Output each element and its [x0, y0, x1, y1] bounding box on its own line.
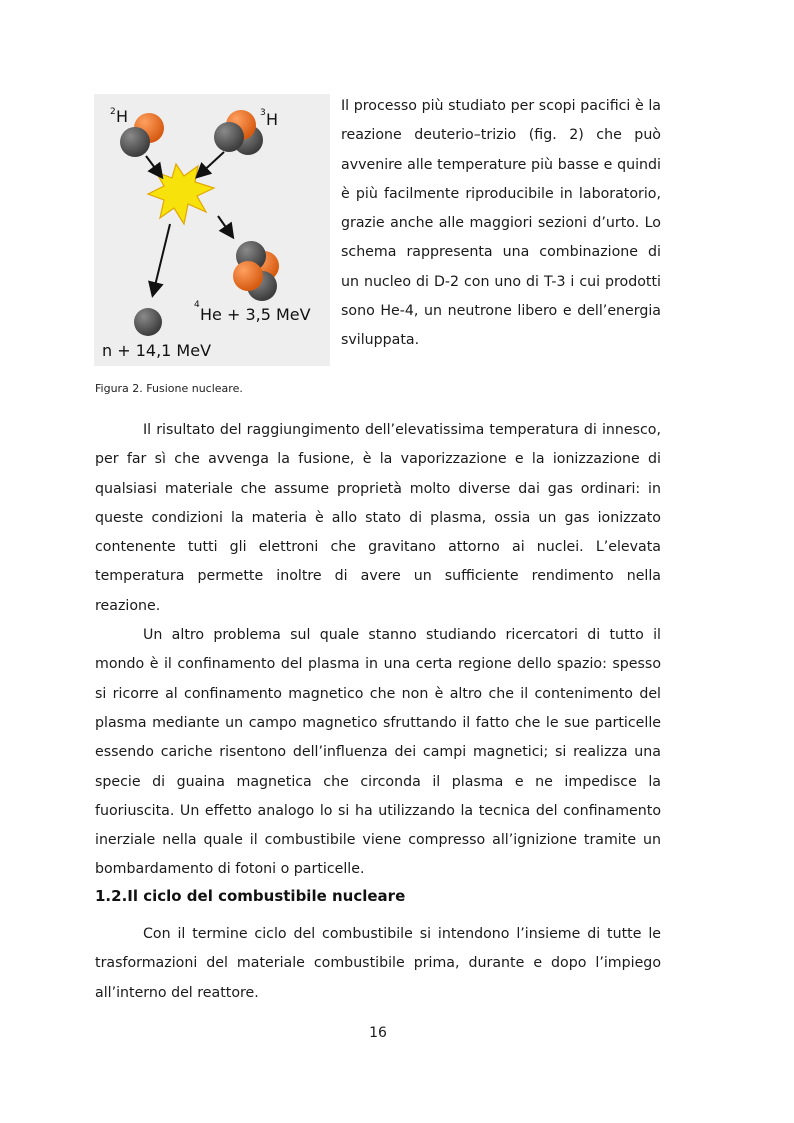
arrow-deuterium-in	[146, 156, 161, 176]
free-neutron	[134, 308, 162, 336]
deuterium-mass-number: 2	[110, 107, 116, 117]
helium-mass-number: 4	[194, 300, 200, 310]
paragraph: Con il termine ciclo del combustibile si intendono l’insieme di tutte le trasformazioni del materiale combustibile prima, durante e dopo l’impiego all’interno del reattore.	[95, 926, 661, 1001]
section-heading: 1.2.Il ciclo del combustibile nucleare	[95, 887, 406, 905]
tritium-symbol: H	[266, 110, 279, 129]
arrow-neutron-out	[153, 224, 170, 294]
deuterium-symbol: H	[116, 107, 129, 126]
paragraph: Un altro problema sul quale stanno studiando ricercatori di tutto il mondo è il confinamento del plasma in una certa regione dello spazio: spesso si ricorre al confinamento magnetico che non è altro che il contenimento del plasma mediante un campo magnetico sfruttando il fatto che le sue particelle essendo cariche risentono dell’influenza dei campi magnetici; si realizza una specie di guaina magnetica che circonda il plasma e ne impedisce la fuoriuscita. Un effetto analogo lo si ha utilizzando la tecnica del confinamento inerziale nella quale il combustibile viene compresso all’ignizione tramite un bombardamento di fotoni o particelle.	[95, 627, 661, 878]
arrow-helium-out	[218, 216, 232, 236]
paragraph: Il risultato del raggiungimento dell’elevatissima temperatura di innesco, per far sì che avvenga la fusione, è la vaporizzazione e la ionizzazione di qualsiasi materiale che assume proprietà molto diverse dai gas ordinari: in queste condizioni la materia è allo stato di plasma, ossia un gas ionizzato contenente tutti gli elettroni che gravitano attorno ai nuclei. L’elevata temperatura permette inoltre di avere un sufficiente rendimento nella reazione.	[95, 422, 661, 614]
figure-caption: Figura 2. Fusione nucleare.	[95, 382, 243, 395]
deuterium-neutron	[120, 127, 150, 157]
section-body-text	[95, 920, 661, 1008]
tritium-mass-number: 3	[260, 108, 266, 118]
page-number: 16	[369, 1025, 387, 1041]
helium-energy-label: He + 3,5 MeV	[200, 305, 311, 324]
neutron-energy-label: n + 14,1 MeV	[102, 341, 212, 360]
body-text	[95, 416, 661, 885]
fusion-diagram	[94, 94, 330, 366]
arrow-tritium-in	[198, 152, 224, 176]
fusion-figure	[94, 94, 330, 366]
figure-side-paragraph: Il processo più studiato per scopi pacifici è la reazione deuterio–trizio (fig. 2) che può avvenire alle temperature più basse e quindi è più facilmente riproducibile in laboratorio, grazie anche alle maggiori sezioni d’urto. Lo schema rappresenta una combinazione di un nucleo di D-2 con uno di T-3 i cui prodotti sono He-4, un neutrone libero e dell’energia sviluppata.	[341, 98, 661, 349]
helium-proton-front	[233, 261, 263, 291]
tritium-neutron-front	[214, 122, 244, 152]
